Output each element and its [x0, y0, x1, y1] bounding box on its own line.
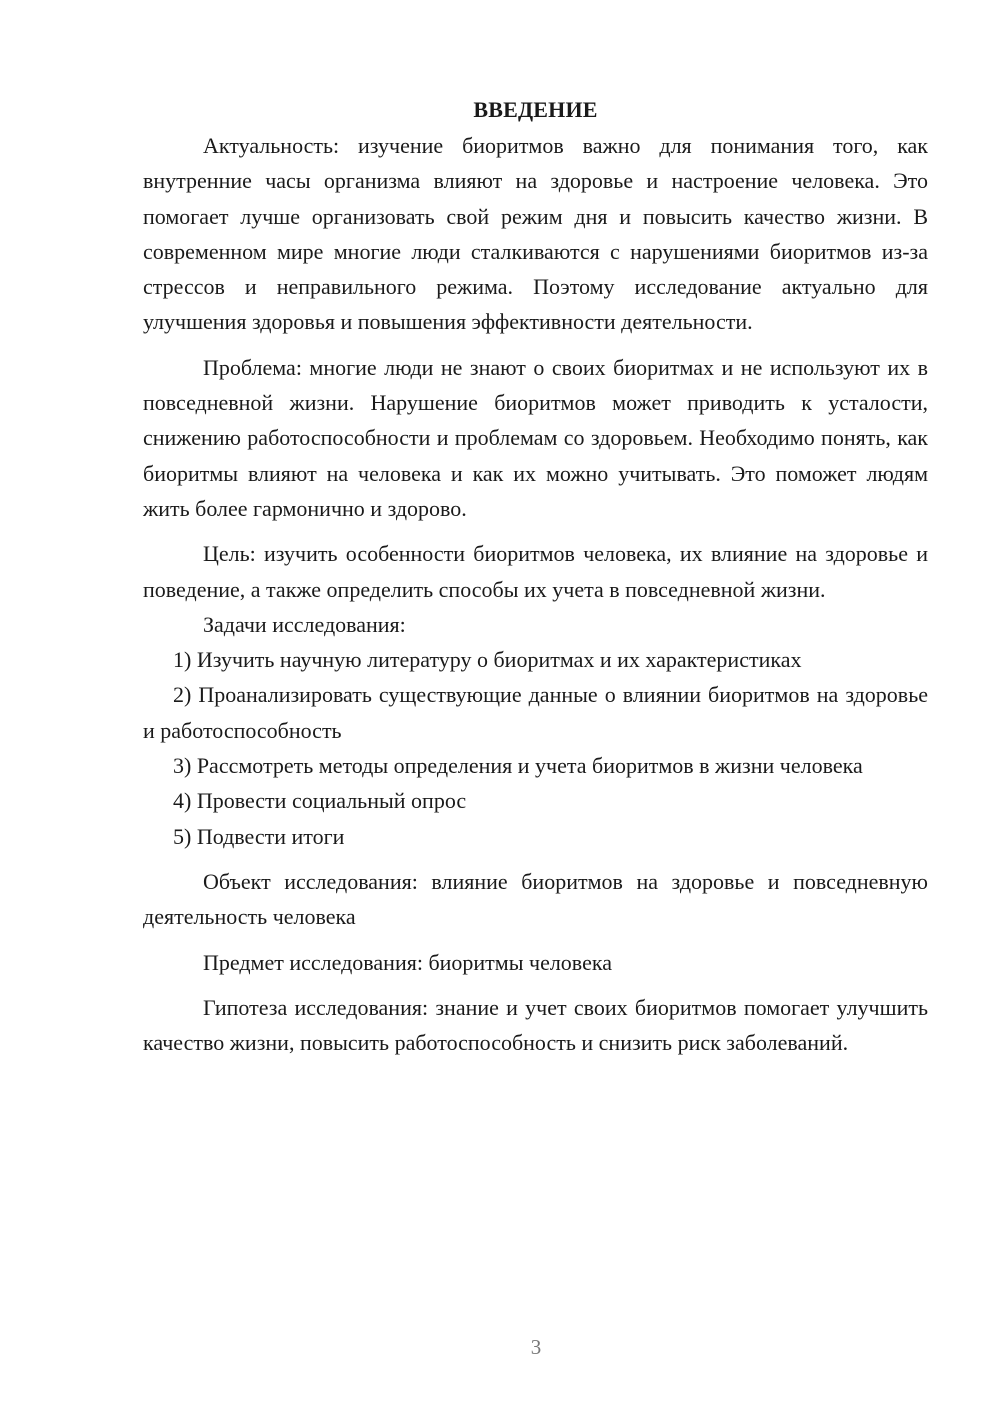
document-page	[143, 92, 928, 1060]
page-number: 3	[530, 1335, 542, 1359]
task-item-4: 4) Провести социальный опрос	[173, 788, 467, 814]
paragraph-subject: Предмет исследования: биоритмы человека	[203, 949, 612, 975]
paragraph-problem: Проблема: многие люди не знают о своих биоритмах и не используют их в повседневной жизни. Нарушение биоритмов может приводить к усталости, снижению работоспособности и проблемам со здоровьем. Необходимо понять, как биоритмы влияют на человека и как их можно учитывать. Это поможет людям жить более гармонично и здорово.	[143, 354, 928, 521]
page-title: ВВЕДЕНИЕ	[473, 97, 598, 122]
task-item-1: 1) Изучить научную литературу о биоритмах и их характеристиках	[173, 647, 802, 673]
tasks-heading: Задачи исследования:	[203, 611, 406, 637]
task-item-5: 5) Подвести итоги	[173, 823, 345, 849]
task-item-3: 3) Рассмотреть методы определения и учета биоритмов в жизни человека	[173, 753, 863, 779]
paragraph-hypothesis: Гипотеза исследования: знание и учет своих биоритмов помогает улучшить качество жизни, повысить работоспособность и снизить риск заболеваний.	[143, 994, 928, 1056]
paragraph-object: Объект исследования: влияние биоритмов на здоровье и повседневную деятельность человека	[143, 868, 928, 930]
task-item-2: 2) Проанализировать существующие данные о влиянии биоритмов на здоровье и работоспособность	[143, 682, 928, 743]
paragraph-relevance: Актуальность: изучение биоритмов важно для понимания того, как внутренние часы организма влияют на здоровье и настроение человека. Это помогает лучше организовать свой режим дня и повысить качество жизни. В современном мире многие люди сталкиваются с нарушениями биоритмов из-за стрессов и неправильного режима. Поэтому исследование актуально для улучшения здоровья и повышения эффективности деятельности.	[143, 133, 928, 335]
paragraph-goal: Цель: изучить особенности биоритмов человека, их влияние на здоровье и поведение, а также определить способы их учета в повседневной жизни.	[143, 541, 928, 602]
